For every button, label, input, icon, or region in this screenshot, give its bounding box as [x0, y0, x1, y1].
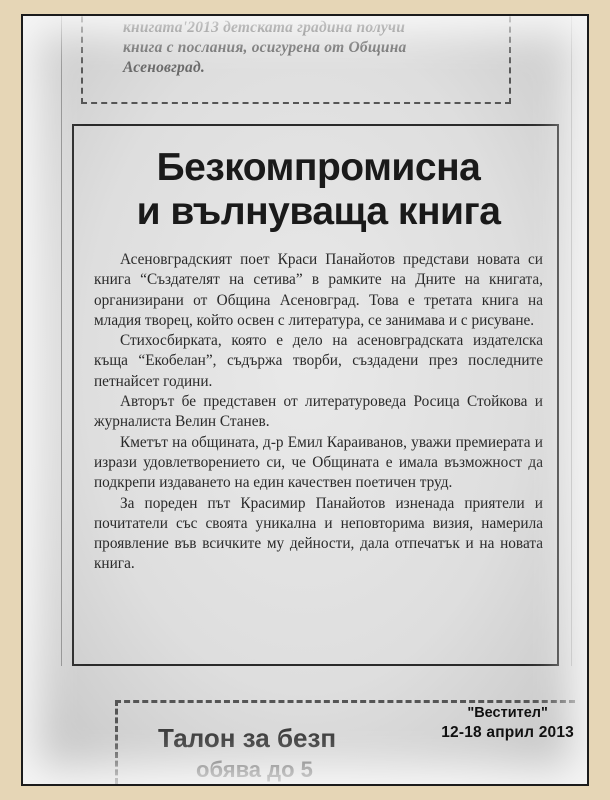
article-box: [72, 124, 559, 666]
coupon-subtitle: обява до 5: [196, 757, 313, 782]
source-caption: [441, 704, 574, 744]
column-rule-left: [61, 16, 62, 666]
top-notice-line: книга с послания, осигурена от Община: [123, 39, 407, 56]
article-headline: [94, 146, 543, 234]
article-paragraph: Кметът на общината, д-р Емил Караиванов, уважи премиерата и изрази удовлетворението си, че Общината е имала възможност да подкрепи издаването на един качествен поетичен труд.: [94, 433, 543, 492]
headline-line-1: Безкомпромисна: [156, 146, 481, 189]
top-notice-box: [81, 14, 511, 104]
headline-line-2: и вълнуваща книга: [136, 190, 501, 233]
article-paragraph: Асеновградският поет Краси Панайотов представи новата си книга “Създателят на сетива” в рамките на Дните на книгата, организирани от Община Асеновград. Това е третата книга на младия творец, който освен с литература, се занимава и с рисуване.: [94, 251, 543, 329]
article-paragraph: За пореден път Красимир Панайотов изненада приятели и почитатели със своята уникална и неповторима визия, намерила проявление във всичките му дейности, дала отпечатък и на новата книга.: [94, 494, 543, 573]
photo-frame: [21, 14, 589, 786]
column-rule-right: [571, 16, 572, 666]
top-notice-line: книгата'2013 детската градина получи: [123, 19, 406, 36]
coupon-title: Талон за безп: [158, 723, 337, 753]
article-paragraph: Стихосбирката, която е дело на асеновградската издателска къща “Екобелан”, съдържа творби, създадени през последните петнайсет години.: [94, 332, 543, 390]
article-body: [94, 250, 543, 575]
top-notice-line: Асеновград.: [123, 59, 205, 76]
issue-date: 12-18 април 2013: [441, 724, 574, 741]
newspaper-name: "Вестител": [467, 705, 548, 721]
article-paragraph: Авторът бе представен от литературоведа Росица Стойкова и журналиста Велин Станев.: [94, 393, 543, 431]
